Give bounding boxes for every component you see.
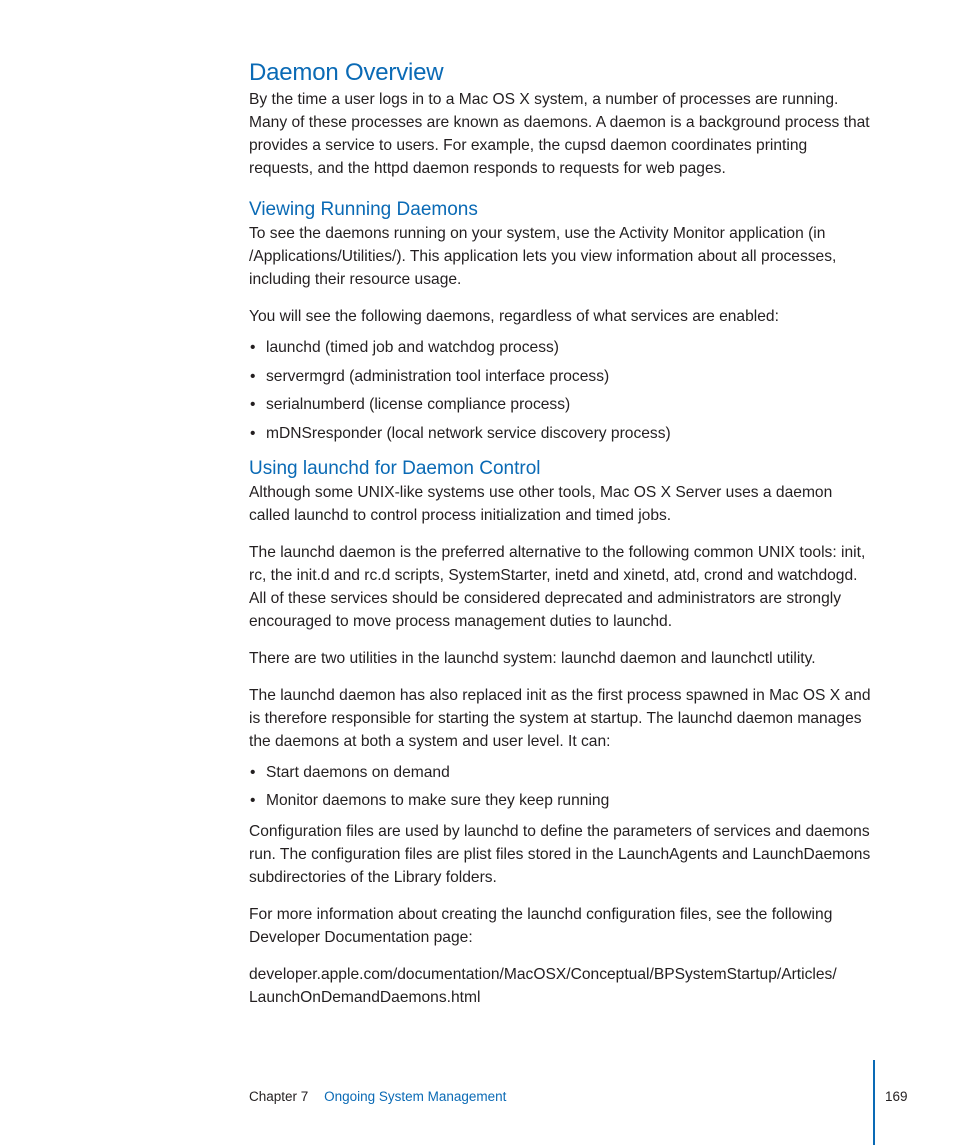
footer-chapter-title: Ongoing System Management: [324, 1089, 507, 1104]
url-line-2: LaunchOnDemandDaemons.html: [249, 989, 481, 1006]
list-item: • serialnumberd (license compliance process): [249, 393, 874, 416]
daemon-list: [249, 336, 874, 445]
launchd-paragraph-1: Although some UNIX-like systems use other tools, Mac OS X Server uses a daemon called launchd to control process initialization and timed jobs.: [249, 483, 833, 524]
section-title: Daemon Overview: [249, 59, 444, 86]
launchd-paragraph-5: Configuration files are used by launchd to define the parameters of services and daemons run. The configuration files are plist files stored in the LaunchAgents and LaunchDaemons subdirectories of the Library folders.: [249, 823, 871, 886]
launchd-paragraph-4: The launchd daemon has also replaced init as the first process spawned in Mac OS X and is therefore responsible for starting the system at startup. The launchd daemon manages the daemons at both a system and user level. It can:: [249, 686, 871, 750]
intro-paragraph: By the time a user logs in to a Mac OS X system, a number of processes are running. Many of these processes are known as daemons. A daemon is a background process that provides a service to users. For example, the cupsd daemon coordinates printing requests, and the httpd daemon responds to requests for web pages.: [249, 91, 870, 177]
page-content: [249, 58, 874, 1009]
viewing-paragraph-1: To see the daemons running on your system, use the Activity Monitor application (in /Applications/Utilities/). This application lets you view information about all processes, including their resource usage.: [249, 225, 837, 288]
launchd-paragraph-3: There are two utilities in the launchd system: launchd daemon and launchctl utility.: [249, 649, 816, 667]
viewing-paragraph-2: You will see the following daemons, regardless of what services are enabled:: [249, 308, 779, 325]
footer-chapter: Chapter 7: [249, 1089, 309, 1104]
capability-list: [249, 761, 874, 813]
list-item: • launchd (timed job and watchdog process): [249, 336, 874, 359]
list-item: • mDNSresponder (local network service discovery process): [249, 422, 874, 445]
url-line-1: developer.apple.com/documentation/MacOSX/Conceptual/BPSystemStartup/Articles/: [249, 966, 837, 983]
list-item: • Monitor daemons to make sure they keep running: [249, 789, 874, 812]
page-number: 169: [885, 1089, 908, 1104]
page-number-rule: [873, 1060, 875, 1145]
launchd-paragraph-6: For more information about creating the launchd configuration files, see the following Developer Documentation page:: [249, 906, 833, 946]
list-item: • servermgrd (administration tool interface process): [249, 365, 874, 388]
launchd-heading: Using launchd for Daemon Control: [249, 457, 541, 479]
launchd-paragraph-2: The launchd daemon is the preferred alternative to the following common UNIX tools: init, rc, the init.d and rc.d scripts, SystemStarter, inetd and xinetd, atd, crond and watchdogd. All of these services should be considered deprecated and administrators are strongly encouraged to move process management duties to launchd.: [249, 543, 866, 630]
list-item: • Start daemons on demand: [249, 761, 874, 784]
viewing-heading: Viewing Running Daemons: [249, 199, 478, 220]
documentation-url: [249, 963, 874, 1009]
page-footer: [249, 1088, 506, 1106]
